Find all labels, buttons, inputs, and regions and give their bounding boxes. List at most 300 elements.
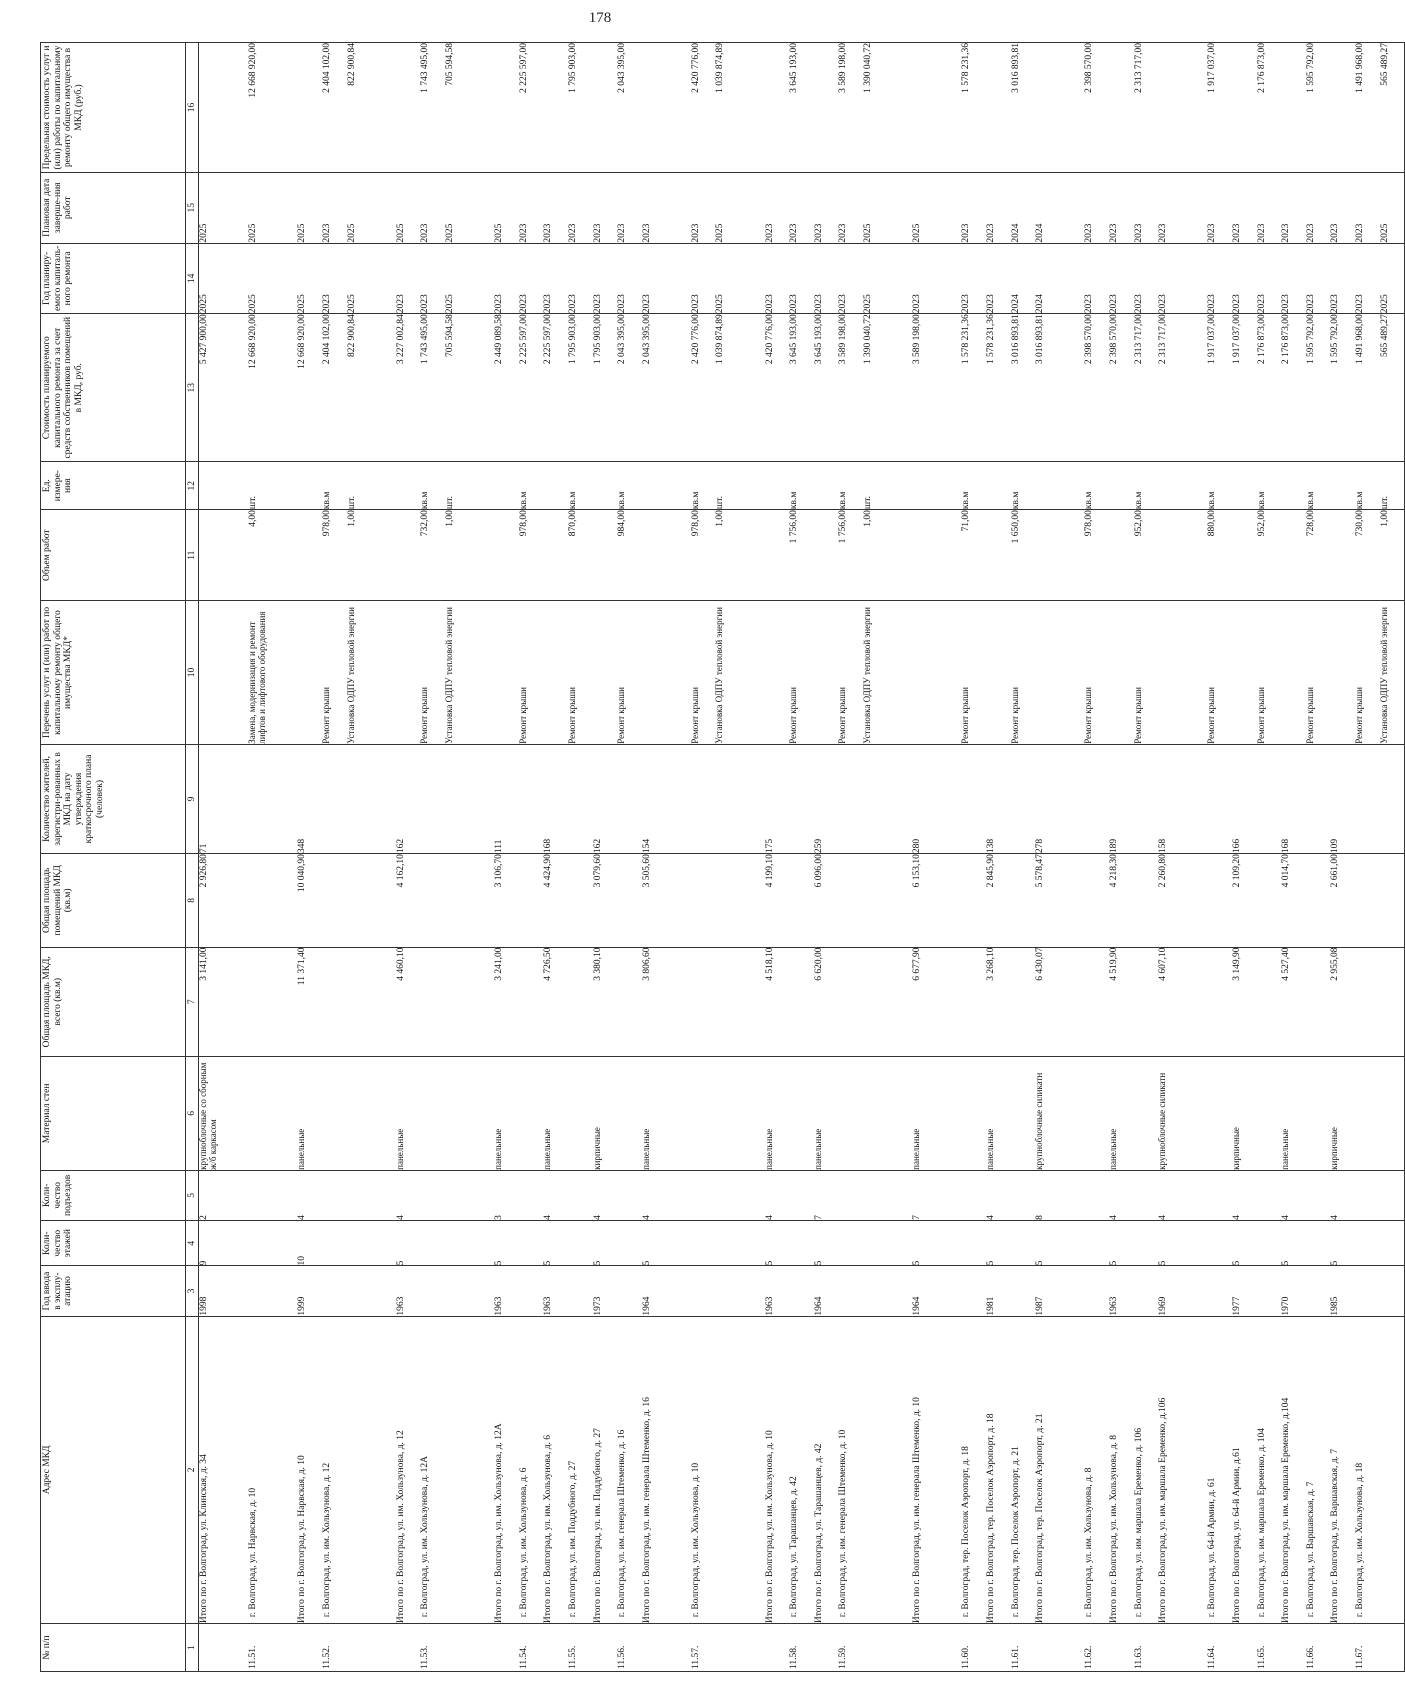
row-number-cell	[912, 1624, 937, 1671]
floors-cell	[1306, 1221, 1331, 1266]
entrances-cell	[1257, 1171, 1282, 1220]
max-cost-cell	[1330, 43, 1355, 172]
cost-cell: 705 594,58	[444, 314, 455, 357]
premises-area-cell	[248, 854, 273, 946]
row-number-cell: 11.67.	[1354, 1645, 1365, 1669]
floors-cell: 9	[199, 1260, 209, 1266]
address-cell: г. Волгоград, ул. 64-й Армии, д. 61	[1207, 1477, 1218, 1618]
work-volume-cell: 952,00	[1133, 510, 1144, 537]
total-area-cell	[715, 948, 740, 1056]
total-area-cell	[691, 948, 716, 1056]
column-row-number	[199, 1624, 1405, 1672]
cost-cell: 2 398 570,00	[1084, 314, 1095, 365]
entrances-cell	[1084, 1171, 1109, 1220]
address-cell: г. Волгоград, ул. им. Хользунова, д. 8	[1084, 1467, 1095, 1618]
completion-date-cell: 2023	[1354, 223, 1365, 243]
max-cost-cell	[912, 43, 937, 172]
entrances-cell: 3	[494, 1215, 505, 1220]
row-number-cell	[814, 1624, 839, 1671]
row-number-cell	[543, 1624, 568, 1671]
premises-area-cell	[1183, 854, 1208, 946]
residents-cell: 280	[912, 838, 923, 854]
max-cost-cell	[1060, 43, 1085, 172]
commission-year-cell	[1060, 1266, 1085, 1315]
address-cell: г. Волгоград, ул. Нарвская, д. 10	[248, 1487, 259, 1618]
max-cost-cell: 1 039 874,89	[715, 43, 726, 93]
work-volume-cell: 978,00	[690, 510, 701, 537]
cost-cell: 1 039 874,89	[715, 314, 726, 365]
unit-cell: кв.м	[1256, 491, 1267, 510]
commission-year-cell	[420, 1266, 445, 1315]
entrances-cell: 4	[986, 1215, 996, 1220]
unit-cell: кв.м	[1207, 491, 1218, 510]
row-number-cell	[666, 1624, 691, 1671]
premises-area-cell: 3 106,70	[494, 854, 505, 888]
total-area-cell: 2 955,08	[1330, 947, 1341, 981]
commission-year-cell	[568, 1266, 593, 1315]
residents-cell: 162	[592, 838, 603, 854]
work-volume-cell	[593, 510, 618, 600]
wall-material-cell	[937, 1057, 962, 1170]
planned-year-cell: 2023	[813, 294, 824, 314]
entrances-cell	[1380, 1171, 1405, 1220]
total-area-cell: 4 460,10	[395, 947, 406, 981]
completion-date-cell: 2025	[346, 223, 357, 243]
total-area-cell	[1011, 948, 1036, 1056]
planned-year-cell	[937, 244, 962, 314]
work-volume-cell	[1158, 510, 1183, 600]
column-number-14: 14	[186, 243, 199, 314]
residents-cell	[863, 745, 888, 853]
entrances-cell: 4	[641, 1215, 652, 1220]
premises-area-cell: 2 926,80	[199, 854, 209, 888]
unit-cell	[1109, 462, 1134, 509]
column-number-1: 1	[186, 1624, 199, 1672]
address-cell: Итого по г. Волгоград, ул. им. маршала Еременко, д.106	[1158, 1397, 1169, 1624]
address-cell: г. Волгоград, ул. им. Хользунова, д. 6	[518, 1467, 529, 1618]
unit-cell: кв.м	[1354, 491, 1365, 510]
residents-cell	[1380, 745, 1405, 853]
wall-material-cell	[322, 1057, 347, 1170]
wall-material-cell	[1183, 1057, 1208, 1170]
wall-material-cell	[691, 1057, 716, 1170]
work-volume-cell: 1,00	[444, 510, 455, 527]
unit-cell: кв.м	[690, 491, 701, 510]
cost-cell: 2 313 717,00	[1133, 314, 1144, 365]
planned-year-cell: 2025	[444, 294, 455, 314]
cost-cell: 2 398 570,00	[1108, 314, 1119, 365]
commission-year-cell	[888, 1266, 913, 1315]
max-cost-cell	[593, 43, 618, 172]
wall-material-cell	[347, 1057, 372, 1170]
cost-cell: 3 227 002,84	[395, 314, 406, 365]
total-area-cell: 3 806,60	[641, 947, 652, 981]
max-cost-cell: 3 589 198,00	[838, 43, 849, 93]
unit-cell	[888, 462, 913, 509]
row-number-cell: 11.59.	[838, 1645, 849, 1669]
address-cell: г. Волгоград, ул. им. Хользунова, д. 18	[1354, 1462, 1365, 1618]
commission-year-cell	[347, 1266, 372, 1315]
work-type-cell: Установка ОДПУ тепловой энергии	[862, 607, 873, 744]
premises-area-cell: 2 109,20	[1231, 854, 1242, 888]
unit-cell	[593, 462, 618, 509]
address-cell: Итого по г. Волгоград, ул. им. Хользунова, д. 8	[1108, 1434, 1119, 1624]
planned-year-cell: 2023	[1133, 294, 1144, 314]
residents-cell: 168	[543, 838, 554, 854]
table-header	[41, 43, 186, 1672]
row-number-cell: 11.63.	[1133, 1645, 1144, 1669]
row-number-cell	[445, 1624, 470, 1671]
cost-cell: 3 589 198,00	[838, 314, 849, 365]
planned-year-cell	[273, 244, 298, 314]
floors-cell	[470, 1221, 495, 1266]
premises-area-cell: 4 199,10	[764, 854, 775, 888]
entrances-cell: 7	[813, 1215, 824, 1220]
residents-cell	[1183, 745, 1208, 853]
floors-cell	[1134, 1221, 1159, 1266]
work-type-cell	[888, 601, 913, 744]
rotated-table-sheet	[40, 42, 1390, 1672]
commission-year-cell	[371, 1266, 396, 1315]
premises-area-cell: 10 040,90	[297, 854, 308, 893]
work-type-cell: Ремонт крыши	[566, 687, 577, 744]
column-header-14: Год планиру-емого капиталь-ного ремонта	[41, 243, 186, 314]
entrances-cell	[961, 1171, 986, 1220]
work-type-cell: Установка ОДПУ тепловой энергии	[443, 607, 454, 744]
unit-cell	[371, 462, 396, 509]
address-cell: Итого по г. Волгоград, ул. им. Хользунова, д. 6	[543, 1434, 554, 1624]
total-area-cell: 4 607,10	[1158, 947, 1169, 981]
premises-area-cell	[1060, 854, 1085, 946]
premises-area-cell: 6 153,10	[912, 854, 923, 888]
commission-year-cell	[937, 1266, 962, 1315]
commission-year-cell: 1977	[1231, 1296, 1242, 1316]
total-area-cell	[519, 948, 544, 1056]
work-volume-cell: 728,00	[1305, 510, 1316, 537]
cost-cell: 12 668 920,00	[248, 314, 259, 369]
max-cost-cell: 1 595 792,00	[1305, 43, 1316, 93]
completion-date-cell	[740, 173, 765, 243]
residents-cell: 168	[1281, 838, 1292, 854]
work-type-cell	[642, 601, 667, 744]
floors-cell: 5	[494, 1260, 505, 1266]
cost-cell: 1 595 792,00	[1305, 314, 1316, 365]
work-type-cell: Ремонт крыши	[1009, 687, 1020, 744]
residents-cell	[888, 745, 913, 853]
wall-material-cell: кирпичные	[591, 1127, 602, 1170]
wall-material-cell: панельные	[640, 1128, 651, 1170]
commission-year-cell	[1011, 1266, 1036, 1315]
commission-year-cell: 1970	[1281, 1296, 1292, 1316]
work-type-cell: Ремонт крыши	[1304, 687, 1315, 744]
commission-year-cell	[1084, 1266, 1109, 1315]
address-cell	[273, 1317, 298, 1624]
unit-cell: кв.м	[789, 491, 800, 510]
premises-area-cell: 4 218,30	[1108, 854, 1119, 888]
floors-cell	[789, 1221, 814, 1266]
cost-cell	[273, 314, 298, 461]
total-area-cell	[445, 948, 470, 1056]
premises-area-cell	[1207, 854, 1232, 946]
work-volume-cell	[396, 510, 421, 600]
premises-area-cell	[224, 854, 249, 946]
unit-cell: кв.м	[567, 491, 578, 510]
table-body	[199, 43, 1405, 1672]
completion-date-cell: 2023	[641, 223, 652, 243]
work-type-cell	[1158, 601, 1183, 744]
commission-year-cell	[1380, 1266, 1405, 1315]
max-cost-cell	[371, 43, 396, 172]
address-cell: Итого по г. Волгоград, ул. Нарвская, д. 10	[297, 1455, 308, 1624]
commission-year-cell	[715, 1266, 740, 1315]
commission-year-cell: 1963	[494, 1296, 505, 1316]
address-cell: г. Волгоград, ул. им. Поддубного, д. 27	[567, 1460, 578, 1618]
address-cell: Итого по г. Волгоград, ул. Варшавская, д. 7	[1330, 1448, 1341, 1624]
total-area-cell	[1084, 948, 1109, 1056]
address-cell	[666, 1317, 691, 1624]
planned-year-cell: 2023	[1231, 294, 1242, 314]
planned-year-cell: 2023	[789, 294, 800, 314]
commission-year-cell: 1987	[1035, 1296, 1046, 1316]
premises-area-cell	[691, 854, 716, 946]
floors-cell	[322, 1221, 347, 1266]
work-type-cell	[814, 601, 839, 744]
max-cost-cell	[543, 43, 568, 172]
completion-date-cell: 2023	[1158, 223, 1169, 243]
planned-year-cell: 2023	[1281, 294, 1292, 314]
unit-cell	[543, 462, 568, 509]
row-number-cell: 11.52.	[321, 1645, 332, 1669]
commission-year-cell: 1963	[764, 1296, 775, 1316]
unit-cell	[1281, 462, 1306, 509]
floors-cell	[1355, 1221, 1380, 1266]
max-cost-cell: 1 917 037,00	[1207, 43, 1218, 93]
completion-date-cell: 2024	[1035, 223, 1046, 243]
work-type-cell	[1035, 601, 1060, 744]
planned-year-cell: 2023	[986, 294, 996, 314]
column-premises-area	[199, 854, 1405, 947]
completion-date-cell: 2024	[1010, 223, 1021, 243]
address-cell: Итого по г. Волгоград, тер. Поселок Аэропорт, д. 21	[1035, 1413, 1046, 1624]
residents-cell	[273, 745, 298, 853]
planned-year-cell: 2024	[1035, 294, 1046, 314]
total-area-cell	[224, 948, 249, 1056]
floors-cell: 5	[813, 1260, 824, 1266]
unit-cell	[1232, 462, 1257, 509]
column-header-8: Общая площадь помещений МКД (кв.м)	[41, 854, 186, 947]
unit-cell	[814, 462, 839, 509]
total-area-cell	[1060, 948, 1085, 1056]
work-volume-cell: 978,00	[321, 510, 332, 537]
total-area-cell	[322, 948, 347, 1056]
unit-cell	[494, 462, 519, 509]
planned-year-cell	[740, 244, 765, 314]
entrances-cell	[666, 1171, 691, 1220]
work-type-cell: Установка ОДПУ тепловой энергии	[714, 607, 725, 744]
premises-area-cell	[666, 854, 691, 946]
work-type-cell: Замена, модернизация и ремонт лифтов и лифтового оборудования	[247, 611, 267, 744]
work-volume-cell	[666, 510, 691, 600]
floors-cell	[691, 1221, 716, 1266]
residents-cell	[1084, 745, 1109, 853]
planned-year-cell	[224, 244, 249, 314]
work-volume-cell	[1060, 510, 1085, 600]
floors-cell	[568, 1221, 593, 1266]
commission-year-cell	[273, 1266, 298, 1315]
work-volume-cell	[1183, 510, 1208, 600]
max-cost-cell: 2 404 102,00	[321, 43, 332, 93]
column-header-5: Коли-чество подъездов	[41, 1170, 186, 1220]
floors-cell: 5	[1281, 1260, 1292, 1266]
row-number-cell	[1330, 1624, 1355, 1671]
total-area-cell	[1134, 948, 1159, 1056]
column-number-row	[186, 43, 199, 1672]
total-area-cell: 4 527,40	[1281, 947, 1292, 981]
max-cost-cell: 2 398 570,00	[1084, 43, 1095, 93]
entrances-cell	[937, 1171, 962, 1220]
max-cost-cell: 2 176 873,00	[1256, 43, 1267, 93]
work-volume-cell	[494, 510, 519, 600]
completion-date-cell	[1183, 173, 1208, 243]
row-number-cell	[740, 1624, 765, 1671]
total-area-cell	[961, 948, 986, 1056]
floors-cell	[445, 1221, 470, 1266]
floors-cell	[937, 1221, 962, 1266]
address-cell: г. Волгоград, ул. им. генерала Штеменко, д. 16	[617, 1429, 628, 1618]
wall-material-cell	[568, 1057, 593, 1170]
max-cost-cell	[1183, 43, 1208, 172]
max-cost-cell: 1 578 231,36	[961, 43, 972, 93]
wall-material-cell: кирпичные	[1230, 1127, 1241, 1170]
premises-area-cell	[1380, 854, 1405, 946]
work-type-cell	[765, 601, 790, 744]
unit-cell	[224, 462, 249, 509]
floors-cell	[1207, 1221, 1232, 1266]
entrances-cell	[789, 1171, 814, 1220]
work-type-cell	[593, 601, 618, 744]
completion-date-cell: 2023	[1231, 223, 1242, 243]
max-cost-cell	[1109, 43, 1134, 172]
planned-year-cell: 2023	[420, 294, 431, 314]
work-type-cell	[1330, 601, 1355, 744]
wall-material-cell: крупноблочные силикатн	[1034, 1072, 1045, 1170]
row-number-cell: 11.58.	[789, 1645, 800, 1669]
row-number-cell	[273, 1624, 298, 1671]
column-residents	[199, 744, 1405, 853]
floors-cell	[371, 1221, 396, 1266]
completion-date-cell: 2025	[395, 223, 406, 243]
entrances-cell	[1355, 1171, 1380, 1220]
residents-cell	[371, 745, 396, 853]
total-area-cell	[568, 948, 593, 1056]
cost-cell: 2 225 597,00	[543, 314, 554, 365]
total-area-cell	[666, 948, 691, 1056]
wall-material-cell: панельные	[296, 1128, 307, 1170]
residents-cell: 175	[764, 838, 775, 854]
column-header-1: № п/п	[41, 1624, 186, 1672]
completion-date-cell	[371, 173, 396, 243]
work-type-cell	[986, 601, 1011, 744]
work-type-cell: Ремонт крыши	[517, 687, 528, 744]
max-cost-cell	[740, 43, 765, 172]
commission-year-cell	[1257, 1266, 1282, 1315]
entrances-cell	[1306, 1171, 1331, 1220]
work-volume-cell	[199, 510, 224, 600]
commission-year-cell: 1973	[592, 1296, 603, 1316]
cost-cell: 1 390 040,72	[863, 314, 874, 365]
address-cell: Итого по г. Волгоград, ул. им. генерала Штеменко, д. 16	[641, 1397, 652, 1624]
wall-material-cell	[666, 1057, 691, 1170]
floors-cell: 10	[297, 1255, 308, 1266]
completion-date-cell: 2025	[444, 223, 455, 243]
max-cost-cell	[1158, 43, 1183, 172]
column-number-15: 15	[186, 172, 199, 243]
max-cost-cell: 2 225 597,00	[518, 43, 529, 93]
residents-cell: 162	[395, 838, 406, 854]
row-number-cell	[642, 1624, 667, 1671]
max-cost-cell	[1035, 43, 1060, 172]
cost-cell: 2 176 873,00	[1256, 314, 1267, 365]
work-type-cell	[666, 601, 691, 744]
wall-material-cell	[1084, 1057, 1109, 1170]
planned-year-cell: 2023	[1305, 294, 1316, 314]
total-area-cell: 6 677,90	[912, 947, 923, 981]
row-number-cell	[986, 1624, 1011, 1671]
residents-cell: 111	[494, 839, 505, 854]
unit-cell	[765, 462, 790, 509]
max-cost-cell	[1281, 43, 1306, 172]
residents-cell	[445, 745, 470, 853]
residents-cell: 158	[1158, 838, 1169, 854]
work-volume-cell: 1,00	[715, 510, 726, 527]
planned-year-cell: 2023	[543, 294, 554, 314]
unit-cell	[1183, 462, 1208, 509]
planned-year-cell: 2023	[321, 294, 332, 314]
address-cell: г. Волгоград, ул. им. генерала Штеменко, д. 10	[838, 1429, 849, 1618]
row-number-cell: 11.64.	[1207, 1645, 1218, 1669]
address-cell	[1060, 1317, 1085, 1624]
commission-year-cell	[617, 1266, 642, 1315]
residents-cell: 166	[1231, 838, 1242, 854]
commission-year-cell: 1964	[912, 1296, 923, 1316]
row-number-cell	[371, 1624, 396, 1671]
column-work-volume	[199, 510, 1405, 601]
max-cost-cell	[642, 43, 667, 172]
completion-date-cell: 2023	[518, 223, 529, 243]
planned-year-cell	[371, 244, 396, 314]
work-volume-cell	[273, 510, 298, 600]
wall-material-cell	[420, 1057, 445, 1170]
column-wall-material	[199, 1056, 1405, 1170]
max-cost-cell: 1 390 040,72	[863, 43, 874, 93]
work-volume-cell	[470, 510, 495, 600]
total-area-cell	[617, 948, 642, 1056]
total-area-cell: 3 268,10	[986, 947, 996, 981]
planned-year-cell: 2023	[764, 294, 775, 314]
column-planned-year	[199, 243, 1405, 314]
floors-cell	[1183, 1221, 1208, 1266]
commission-year-cell: 1963	[543, 1296, 554, 1316]
max-cost-cell	[986, 43, 1011, 172]
premises-area-cell: 2 260,80	[1158, 854, 1169, 888]
completion-date-cell: 2025	[1379, 223, 1390, 243]
residents-cell	[666, 745, 691, 853]
column-number-16: 16	[186, 43, 199, 173]
premises-area-cell	[740, 854, 765, 946]
work-volume-cell: 1 756,00	[789, 510, 800, 544]
cost-cell	[888, 314, 913, 461]
residents-cell	[248, 745, 273, 853]
